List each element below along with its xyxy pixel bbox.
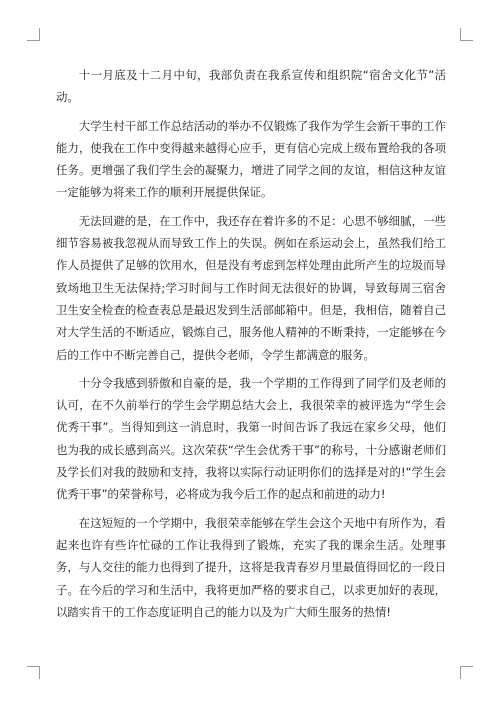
- page-corner-mark-top-left: [27, 28, 40, 41]
- paragraph-activity-benefits: 大学生村干部工作总结活动的举办不仅锻炼了我作为学生会新干事的工作能力，使我在工作中变得越来越得心应手，更有信心完成上级布置给我的各项任务。更增强了我们学生会的凝聚力，增进了同学之间的友谊，相信这种友谊一定能够为将来工作的顺利开展提供保证。: [56, 118, 446, 200]
- page-corner-mark-bottom-right: [460, 666, 473, 679]
- paragraph-activity-intro: 十一月底及十二月中旬，我部负责在我系宣传和组织院“宿舍文化节”活动。: [56, 68, 446, 105]
- paragraph-conclusion: 在这短短的一个学期中，我很荣幸能够在学生会这个天地中有所作为，看起来也许有些许忙碌的工作让我得到了锻炼，充实了我的课余生活。处理事务，与人交往的能力也得到了提升，这将是我青春岁月里最值得回忆的一段日子。在今后的学习和生活中，我将更加严格的要求自己，以求更加好的表现，以踏实肯干的工作态度证明自己的能力以及为广大师生服务的热情!: [56, 515, 446, 619]
- page-corner-mark-bottom-left: [27, 666, 40, 679]
- document-body: [56, 64, 446, 629]
- page-corner-mark-top-right: [460, 28, 473, 41]
- paragraph-award: 十分令我感到骄傲和自豪的是，我一个学期的工作得到了同学们及老师的认可，在不久前举行的学生会学期总结大会上，我很荣幸的被评选为“学生会优秀干事”。当得知到这一消息时，我第一时间告诉了我远在家乡父母，他们也为我的成长感到高兴。这次荣获“学生会优秀干事”的称号，十分感谢老师们及学长们对我的鼓励和支持，我将以实际行动证明你们的选择是对的!“学生会优秀干事”的荣誉称号，必将成为我今后工作的起点和前进的动力!: [56, 375, 446, 502]
- paragraph-shortcomings: 无法回避的是，在工作中，我还存在着许多的不足：心思不够细腻，一些细节容易被我忽视从而导致工作上的失误。例如在系运动会上，虽然我们给工作人员提供了足够的饮用水，但是没有考虑到怎样处理由此所产生的垃圾而导致场地卫生无法保持;学习时间与工作时间无法很好的协调，导致每周三宿舍卫生安全检查的检查表总是最迟发到生活部邮箱中。但是，我相信，随着自己对大学生活的不断适应，锻炼自己，服务他人精神的不断秉持，一定能够在今后的工作中不断完善自己，提供令老师，令学生都满意的服务。: [56, 213, 446, 362]
